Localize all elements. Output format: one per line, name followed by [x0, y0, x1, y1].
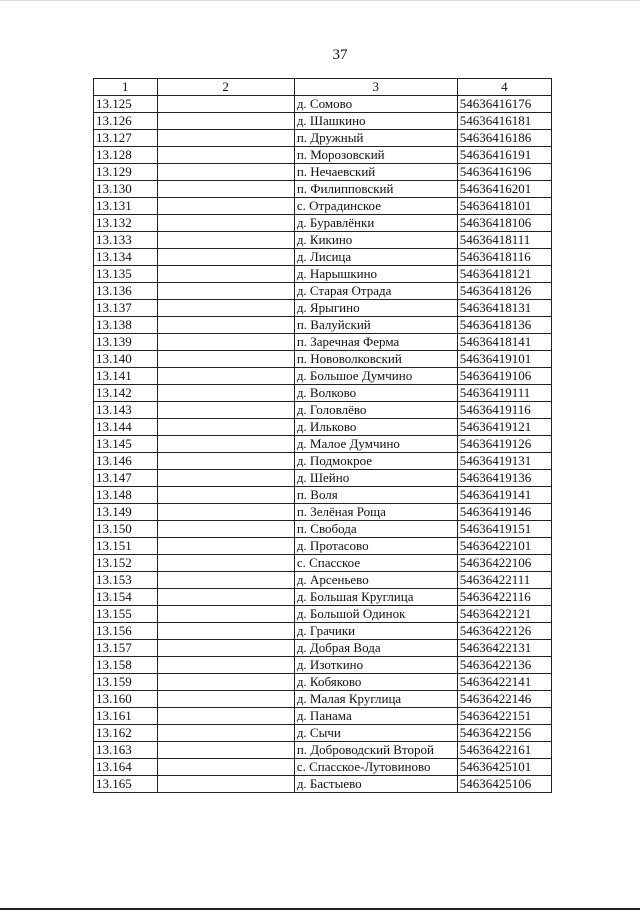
row-empty-cell	[157, 504, 294, 521]
row-empty-cell	[157, 96, 294, 113]
oktmo-code-cell: 54636419141	[457, 487, 551, 504]
settlement-name-cell: п. Доброводский Второй	[294, 742, 457, 759]
header-cell-4: 4	[457, 79, 551, 96]
oktmo-code-cell: 54636416196	[457, 164, 551, 181]
row-number-cell: 13.158	[94, 657, 158, 674]
table-row	[94, 657, 552, 674]
table-row	[94, 113, 552, 130]
settlement-name-cell: д. Буравлёнки	[294, 215, 457, 232]
table-row	[94, 385, 552, 402]
table-row	[94, 572, 552, 589]
row-empty-cell	[157, 708, 294, 725]
row-number-cell: 13.161	[94, 708, 158, 725]
table-header-row	[94, 79, 552, 96]
table-row	[94, 266, 552, 283]
settlement-name-cell: д. Изоткино	[294, 657, 457, 674]
row-empty-cell	[157, 725, 294, 742]
settlement-name-cell: п. Морозовский	[294, 147, 457, 164]
row-number-cell: 13.156	[94, 623, 158, 640]
row-number-cell: 13.162	[94, 725, 158, 742]
row-empty-cell	[157, 232, 294, 249]
row-number-cell: 13.130	[94, 181, 158, 198]
row-number-cell: 13.151	[94, 538, 158, 555]
table-body	[94, 79, 552, 793]
table-row	[94, 147, 552, 164]
row-empty-cell	[157, 691, 294, 708]
row-empty-cell	[157, 368, 294, 385]
row-number-cell: 13.138	[94, 317, 158, 334]
settlement-name-cell: д. Малое Думчино	[294, 436, 457, 453]
oktmo-code-cell: 54636419101	[457, 351, 551, 368]
table-row	[94, 419, 552, 436]
row-empty-cell	[157, 113, 294, 130]
oktmo-code-cell: 54636422131	[457, 640, 551, 657]
settlements-table	[93, 78, 552, 793]
row-empty-cell	[157, 147, 294, 164]
settlement-name-cell: д. Волково	[294, 385, 457, 402]
table-row	[94, 487, 552, 504]
table-row	[94, 521, 552, 538]
settlement-name-cell: п. Заречная Ферма	[294, 334, 457, 351]
settlement-name-cell: д. Большой Одинок	[294, 606, 457, 623]
oktmo-code-cell: 54636422101	[457, 538, 551, 555]
row-empty-cell	[157, 640, 294, 657]
oktmo-code-cell: 54636422121	[457, 606, 551, 623]
row-empty-cell	[157, 300, 294, 317]
row-number-cell: 13.165	[94, 776, 158, 793]
table-row	[94, 725, 552, 742]
settlement-name-cell: д. Сычи	[294, 725, 457, 742]
settlement-name-cell: д. Бастыево	[294, 776, 457, 793]
row-empty-cell	[157, 521, 294, 538]
row-empty-cell	[157, 776, 294, 793]
header-cell-1: 1	[94, 79, 158, 96]
row-empty-cell	[157, 351, 294, 368]
settlement-name-cell: п. Филипповский	[294, 181, 457, 198]
row-number-cell: 13.154	[94, 589, 158, 606]
settlement-name-cell: д. Головлёво	[294, 402, 457, 419]
row-number-cell: 13.157	[94, 640, 158, 657]
row-number-cell: 13.163	[94, 742, 158, 759]
row-number-cell: 13.125	[94, 96, 158, 113]
oktmo-code-cell: 54636418111	[457, 232, 551, 249]
oktmo-code-cell: 54636416176	[457, 96, 551, 113]
table-row	[94, 130, 552, 147]
row-number-cell: 13.147	[94, 470, 158, 487]
row-number-cell: 13.136	[94, 283, 158, 300]
oktmo-code-cell: 54636416191	[457, 147, 551, 164]
row-number-cell: 13.126	[94, 113, 158, 130]
settlement-name-cell: д. Кикино	[294, 232, 457, 249]
table-row	[94, 691, 552, 708]
page-number: 37	[332, 47, 348, 63]
row-empty-cell	[157, 623, 294, 640]
row-empty-cell	[157, 759, 294, 776]
settlement-name-cell: с. Спасское-Лутовиново	[294, 759, 457, 776]
row-number-cell: 13.133	[94, 232, 158, 249]
row-empty-cell	[157, 215, 294, 232]
settlement-name-cell: п. Нововолковский	[294, 351, 457, 368]
oktmo-code-cell: 54636422141	[457, 674, 551, 691]
table-row	[94, 742, 552, 759]
oktmo-code-cell: 54636419106	[457, 368, 551, 385]
oktmo-code-cell: 54636422161	[457, 742, 551, 759]
row-empty-cell	[157, 402, 294, 419]
oktmo-code-cell: 54636418116	[457, 249, 551, 266]
oktmo-code-cell: 54636422116	[457, 589, 551, 606]
row-number-cell: 13.127	[94, 130, 158, 147]
row-empty-cell	[157, 130, 294, 147]
row-number-cell: 13.152	[94, 555, 158, 572]
table-row	[94, 181, 552, 198]
row-empty-cell	[157, 538, 294, 555]
oktmo-code-cell: 54636419146	[457, 504, 551, 521]
row-empty-cell	[157, 572, 294, 589]
oktmo-code-cell: 54636425101	[457, 759, 551, 776]
settlement-name-cell: д. Панама	[294, 708, 457, 725]
row-number-cell: 13.153	[94, 572, 158, 589]
row-empty-cell	[157, 419, 294, 436]
oktmo-code-cell: 54636418101	[457, 198, 551, 215]
row-empty-cell	[157, 470, 294, 487]
oktmo-code-cell: 54636418126	[457, 283, 551, 300]
settlement-name-cell: д. Лисица	[294, 249, 457, 266]
oktmo-code-cell: 54636419121	[457, 419, 551, 436]
settlement-name-cell: д. Кобяково	[294, 674, 457, 691]
table-row	[94, 589, 552, 606]
row-number-cell: 13.135	[94, 266, 158, 283]
scan-bottom-edge	[0, 908, 640, 910]
oktmo-code-cell: 54636418121	[457, 266, 551, 283]
table-row	[94, 351, 552, 368]
settlement-name-cell: п. Валуйский	[294, 317, 457, 334]
oktmo-code-cell: 54636416181	[457, 113, 551, 130]
settlement-name-cell: д. Подмокрое	[294, 453, 457, 470]
settlement-name-cell: п. Свобода	[294, 521, 457, 538]
header-cell-3: 3	[294, 79, 457, 96]
table-row	[94, 215, 552, 232]
table-row	[94, 436, 552, 453]
scan-top-edge	[0, 0, 640, 4]
row-number-cell: 13.132	[94, 215, 158, 232]
row-empty-cell	[157, 249, 294, 266]
row-empty-cell	[157, 606, 294, 623]
row-empty-cell	[157, 742, 294, 759]
table-row	[94, 96, 552, 113]
header-cell-2: 2	[157, 79, 294, 96]
row-number-cell: 13.160	[94, 691, 158, 708]
oktmo-code-cell: 54636425106	[457, 776, 551, 793]
table-row	[94, 708, 552, 725]
row-empty-cell	[157, 555, 294, 572]
row-empty-cell	[157, 164, 294, 181]
oktmo-code-cell: 54636418136	[457, 317, 551, 334]
settlement-name-cell: д. Арсеньево	[294, 572, 457, 589]
oktmo-code-cell: 54636419126	[457, 436, 551, 453]
row-empty-cell	[157, 198, 294, 215]
table-row	[94, 759, 552, 776]
oktmo-code-cell: 54636422111	[457, 572, 551, 589]
table-row	[94, 300, 552, 317]
row-number-cell: 13.164	[94, 759, 158, 776]
settlement-name-cell: д. Грачики	[294, 623, 457, 640]
settlement-name-cell: с. Спасское	[294, 555, 457, 572]
row-empty-cell	[157, 674, 294, 691]
row-number-cell: 13.145	[94, 436, 158, 453]
oktmo-code-cell: 54636422106	[457, 555, 551, 572]
row-empty-cell	[157, 657, 294, 674]
oktmo-code-cell: 54636419136	[457, 470, 551, 487]
row-empty-cell	[157, 453, 294, 470]
oktmo-code-cell: 54636416201	[457, 181, 551, 198]
table-row	[94, 623, 552, 640]
oktmo-code-cell: 54636422136	[457, 657, 551, 674]
oktmo-code-cell: 54636419151	[457, 521, 551, 538]
row-empty-cell	[157, 436, 294, 453]
row-number-cell: 13.142	[94, 385, 158, 402]
settlement-name-cell: д. Большое Думчино	[294, 368, 457, 385]
row-number-cell: 13.144	[94, 419, 158, 436]
settlement-name-cell: д. Добрая Вода	[294, 640, 457, 657]
oktmo-code-cell: 54636419111	[457, 385, 551, 402]
settlement-name-cell: п. Дружный	[294, 130, 457, 147]
table-row	[94, 249, 552, 266]
row-number-cell: 13.143	[94, 402, 158, 419]
settlement-name-cell: д. Нарышкино	[294, 266, 457, 283]
table-row	[94, 504, 552, 521]
row-empty-cell	[157, 266, 294, 283]
settlement-name-cell: с. Отрадинское	[294, 198, 457, 215]
settlement-name-cell: д. Сомово	[294, 96, 457, 113]
settlement-name-cell: д. Ярыгино	[294, 300, 457, 317]
row-empty-cell	[157, 385, 294, 402]
settlement-name-cell: д. Старая Отрада	[294, 283, 457, 300]
oktmo-code-cell: 54636419131	[457, 453, 551, 470]
oktmo-code-cell: 54636419116	[457, 402, 551, 419]
row-number-cell: 13.131	[94, 198, 158, 215]
table-row	[94, 538, 552, 555]
table-row	[94, 402, 552, 419]
row-number-cell: 13.139	[94, 334, 158, 351]
settlement-name-cell: д. Протасово	[294, 538, 457, 555]
settlement-name-cell: д. Большая Круглица	[294, 589, 457, 606]
row-empty-cell	[157, 589, 294, 606]
oktmo-code-cell: 54636422156	[457, 725, 551, 742]
table-row	[94, 283, 552, 300]
oktmo-code-cell: 54636418106	[457, 215, 551, 232]
table-row	[94, 776, 552, 793]
oktmo-code-cell: 54636422126	[457, 623, 551, 640]
row-number-cell: 13.140	[94, 351, 158, 368]
table-row	[94, 674, 552, 691]
row-number-cell: 13.149	[94, 504, 158, 521]
settlement-name-cell: д. Шейно	[294, 470, 457, 487]
row-number-cell: 13.129	[94, 164, 158, 181]
settlement-name-cell: п. Нечаевский	[294, 164, 457, 181]
row-number-cell: 13.155	[94, 606, 158, 623]
row-empty-cell	[157, 487, 294, 504]
oktmo-code-cell: 54636416186	[457, 130, 551, 147]
settlement-name-cell: п. Зелёная Роща	[294, 504, 457, 521]
table-row	[94, 317, 552, 334]
row-number-cell: 13.137	[94, 300, 158, 317]
row-empty-cell	[157, 283, 294, 300]
row-number-cell: 13.150	[94, 521, 158, 538]
row-number-cell: 13.146	[94, 453, 158, 470]
table-row	[94, 334, 552, 351]
row-number-cell: 13.141	[94, 368, 158, 385]
oktmo-code-cell: 54636418141	[457, 334, 551, 351]
settlement-name-cell: д. Ильково	[294, 419, 457, 436]
settlement-name-cell: п. Воля	[294, 487, 457, 504]
oktmo-code-cell: 54636422151	[457, 708, 551, 725]
row-empty-cell	[157, 334, 294, 351]
table-row	[94, 640, 552, 657]
table-row	[94, 555, 552, 572]
row-empty-cell	[157, 181, 294, 198]
row-number-cell: 13.148	[94, 487, 158, 504]
row-empty-cell	[157, 317, 294, 334]
table-row	[94, 164, 552, 181]
table-row	[94, 368, 552, 385]
table-row	[94, 470, 552, 487]
oktmo-code-cell: 54636418131	[457, 300, 551, 317]
settlement-name-cell: д. Малая Круглица	[294, 691, 457, 708]
row-number-cell: 13.134	[94, 249, 158, 266]
table-row	[94, 232, 552, 249]
table-row	[94, 606, 552, 623]
row-number-cell: 13.159	[94, 674, 158, 691]
oktmo-code-cell: 54636422146	[457, 691, 551, 708]
table-row	[94, 198, 552, 215]
row-number-cell: 13.128	[94, 147, 158, 164]
settlement-name-cell: д. Шашкино	[294, 113, 457, 130]
table-row	[94, 453, 552, 470]
